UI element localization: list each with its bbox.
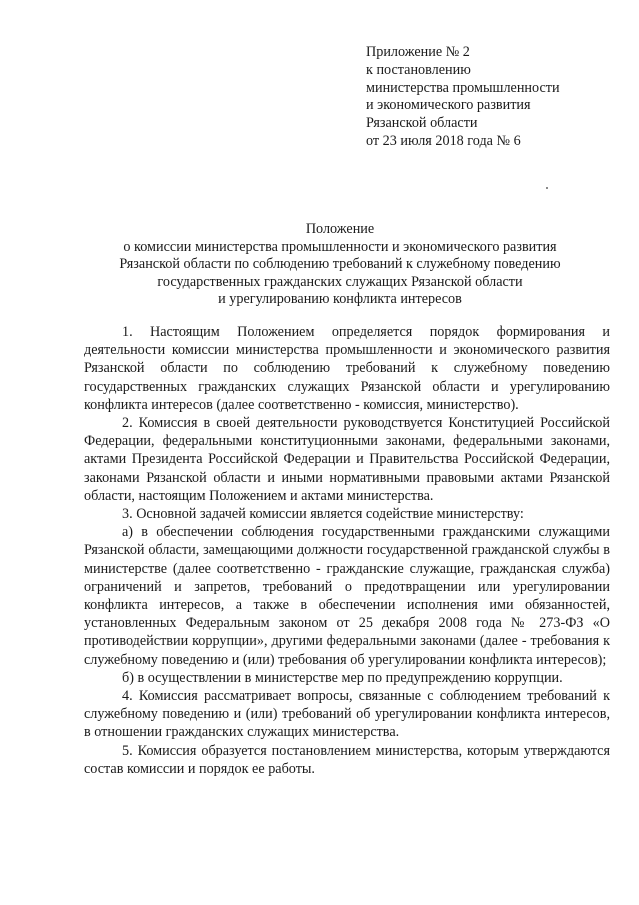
title-line: Положение xyxy=(305,221,375,237)
paragraph-3a: а) в обеспечении соблюдения государственными гражданскими служащими Рязанской области, замещающими должности государственной гражданской службы в министерстве (далее соответственно - гражданские служащие, гражданская служба) ограничений и запретов, требований о предотвращении или урегулировании конфликта интересов, а также в обеспечении исполнения ими обязанностей, установленных Федеральным законом от 25 декабря 2008 года № 273-ФЗ «О противодействии коррупции», другими федеральными законами (далее - требования к служебному поведению и (или) требования об урегулировании конфликта интересов); xyxy=(84,524,610,668)
appendix-line: министерства промышленности xyxy=(366,79,560,96)
appendix-line: и экономического развития xyxy=(366,97,531,114)
paragraph-3b: б) в осуществлении в министерстве мер по предупреждению коррупции. xyxy=(122,669,563,686)
paragraph-1: 1. Настоящим Положением определяется порядок формирования и деятельности комиссии министерства промышленности и экономического развития Рязанской области по соблюдению требований к служебному поведению государственных гражданских служащих Рязанской области и урегулированию конфликта интересов (далее соответственно - комиссия, министерство). xyxy=(84,324,610,413)
title-line: и урегулированию конфликта интересов xyxy=(218,291,462,308)
paragraph-3: 3. Основной задачей комиссии является содействие министерству: xyxy=(122,506,524,523)
appendix-line: к постановлению xyxy=(366,61,471,78)
document-title xyxy=(60,221,620,309)
document-body xyxy=(84,323,610,778)
appendix-line: от 23 июля 2018 года № 6 xyxy=(366,132,521,149)
paragraph-2: 2. Комиссия в своей деятельности руководствуется Конституцией Российской Федерации, федеральными конституционными законами, федеральными законами, актами Президента Российской Федерации и Правительства Российской Федерации, законами Рязанской области и иными нормативными правовыми актами Рязанской области, настоящим Положением и актами министерства. xyxy=(84,415,610,504)
appendix-line: Рязанской области xyxy=(366,115,478,132)
title-line: Рязанской области по соблюдению требований к служебному поведению xyxy=(119,256,561,273)
appendix-header xyxy=(366,44,626,151)
paragraph-4: 4. Комиссия рассматривает вопросы, связанные с соблюдением требований к служебному поведению и (или) требований об урегулировании конфликта интересов, в отношении гражданских служащих министерства. xyxy=(84,688,610,741)
paragraph-5: 5. Комиссия образуется постановлением министерства, которым утверждаются состав комиссии и порядок ее работы. xyxy=(84,742,610,777)
appendix-line: Приложение № 2 xyxy=(366,44,470,60)
title-line: о комиссии министерства промышленности и экономического развития xyxy=(123,238,557,255)
scan-speck xyxy=(546,187,548,189)
title-line: государственных гражданских служащих Рязанской области xyxy=(157,273,523,290)
